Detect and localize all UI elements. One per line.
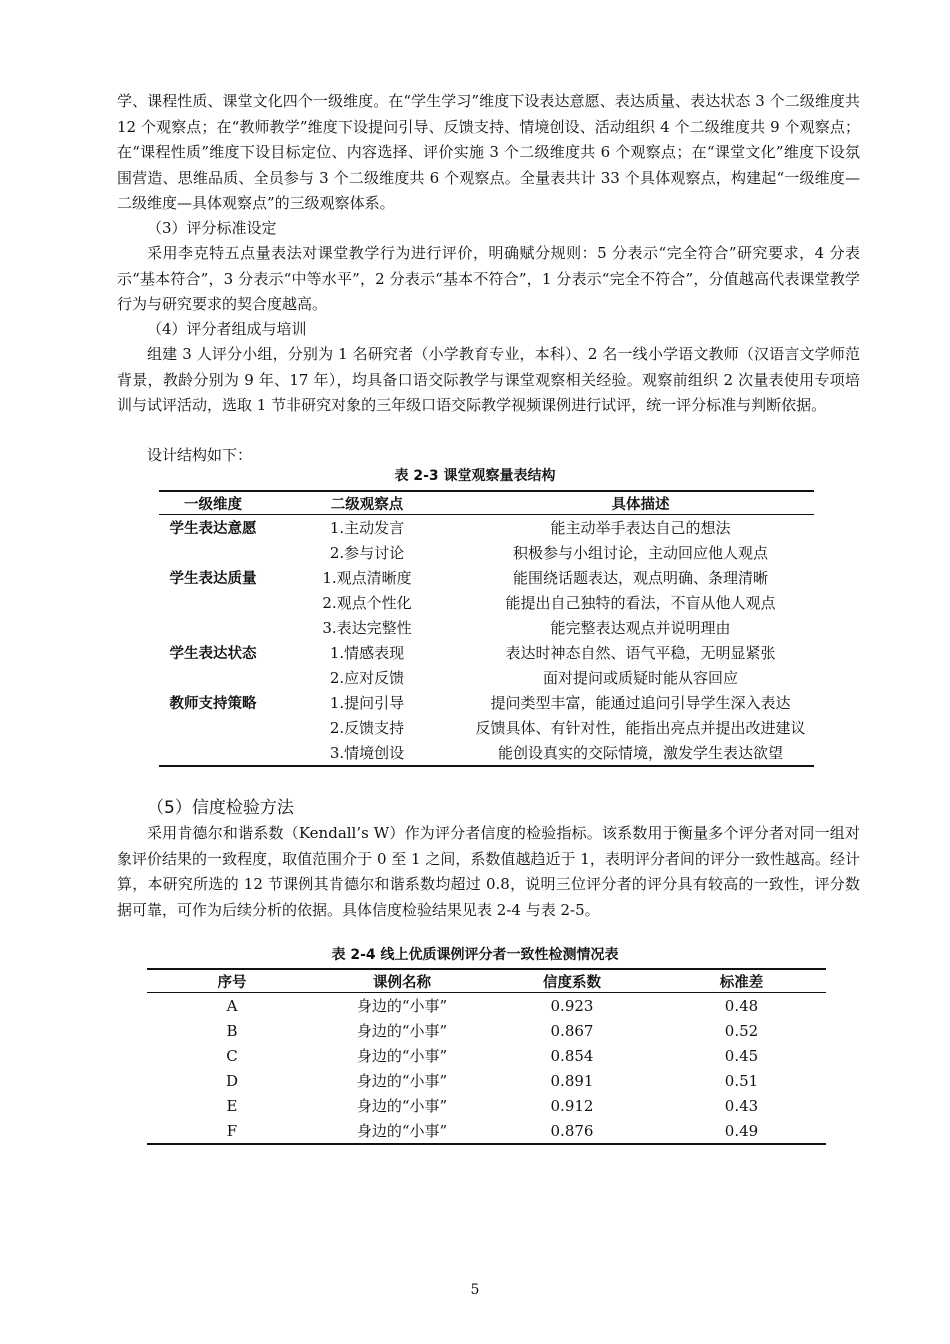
table-row (159, 640, 814, 665)
table-2-3 (159, 490, 814, 767)
table-cell: 身边的“小事” (356, 1122, 448, 1140)
table-row (159, 590, 814, 615)
table-row (159, 540, 814, 565)
table-cell: 学生表达状态 (169, 646, 257, 662)
table-cell: 0.923 (550, 996, 594, 1015)
table-cell (159, 590, 267, 615)
table-2-4 (147, 968, 826, 1145)
body-paragraph-2: 采用李克特五点量表法对课堂教学行为进行评价，明确赋分规则：5 分表示“完全符合”研究要求，4 分表示“基本符合”，3 分表示“中等水平”，2 分表示“基本不符合”，1 分表示“完全不符合”，分值越高代表课堂教学行为与研究要求的契合度越高。 (117, 244, 860, 313)
table-row (147, 993, 826, 1019)
table-cell: 能提出自己独特的看法，不盲从他人观点 (505, 594, 776, 612)
table-2-3-caption: 表 2-3 课堂观察量表结构 (394, 468, 556, 484)
table-row (147, 1093, 826, 1118)
table-cell: 0.876 (550, 1121, 594, 1140)
table-header-cell: 序号 (147, 969, 317, 993)
table-header-cell: 标准差 (657, 969, 826, 993)
table-cell: 0.45 (724, 1046, 759, 1065)
table-cell: 积极参与小组讨论，主动回应他人观点 (512, 544, 768, 562)
table-cell: 教师支持策略 (169, 696, 257, 712)
table-cell: 1.情感表现 (329, 644, 405, 662)
table-cell: 1.观点清晰度 (322, 569, 412, 587)
table-cell: 0.854 (550, 1046, 594, 1065)
table-row (159, 515, 814, 541)
table-cell: 表达时神态自然、语气平稳，无明显紧张 (505, 644, 776, 662)
table-cell: 3.情境创设 (329, 744, 405, 762)
table-row (159, 565, 814, 590)
table-row (159, 740, 814, 766)
body-paragraph-4: 设计结构如下： (147, 446, 253, 464)
section-heading-5: （5）信度检验方法 (147, 798, 294, 818)
table-cell: 能创设真实的交际情境，激发学生表达欲望 (497, 744, 783, 762)
table-cell: 0.912 (550, 1096, 594, 1115)
body-paragraph-1: 学、课程性质、课堂文化四个一级维度。在“学生学习”维度下设表达意愿、表达质量、表达状态 3 个二级维度共 12 个观察点；在“教师教学”维度下设提问引导、反馈支持、情境创设、活动组织 4 个二级维度共 9 个观察点；在“课程性质”维度下设目标定位、内容选择、评价实施 3 个二级维度共 6 个观察点；在“课堂文化”维度下设氛围营造、思维品质、全员参与 3 个二级维度共 6 个观察点。全量表共计 33 个具体观察点，构建起“一级维度—二级维度—具体观察点”的三级观察体系。 (117, 92, 860, 212)
table-cell: 3.表达完整性 (322, 619, 412, 637)
table-cell: 0.867 (550, 1021, 594, 1040)
table-header-cell: 具体描述 (467, 491, 814, 515)
table-cell: 反馈具体、有针对性，能指出亮点并提出改进建议 (475, 719, 806, 737)
section-heading-4: （4）评分者组成与培训 (147, 320, 307, 338)
table-cell (159, 665, 267, 690)
table-header-cell: 信度系数 (487, 969, 657, 993)
body-paragraph-5: 采用肯德尔和谐系数（Kendall’s W）作为评分者信度的检验指标。该系数用于衡量多个评分者对同一组对象评价结果的一致程度，取值范围介于 0 至 1 之间，系数值越趋近于 1，表明评分者间的评分一致性越高。经计算，本研究所选的 12 节课例其肯德尔和谐系数均超过 0.8，说明三位评分者的评分具有较高的一致性，评分数据可靠，可作为后续分析的依据。具体信度检验结果见表 2-4 与表 2-5。 (117, 824, 860, 919)
body-paragraph-3: 组建 3 人评分小组，分别为 1 名研究者（小学教育专业，本科）、2 名一线小学语文教师（汉语言文学师范背景，教龄分别为 9 年、17 年），均具备口语交际教学与课堂观察相关经验。观察前组织 2 次量表使用专项培训与试评活动，选取 1 节非研究对象的三年级口语交际教学视频课例进行试评，统一评分标准与判断依据。 (117, 345, 860, 414)
table-cell: A (226, 996, 238, 1015)
table-cell: C (226, 1046, 238, 1065)
table-cell: 2.观点个性化 (322, 594, 412, 612)
table-cell: 能完整表达观点并说明理由 (550, 619, 731, 637)
table-cell: 身边的“小事” (356, 1072, 448, 1090)
table-row (159, 665, 814, 690)
table-row (159, 715, 814, 740)
table-cell: 学生表达意愿 (169, 521, 257, 537)
table-row (147, 1068, 826, 1093)
table-cell: 0.891 (550, 1071, 594, 1090)
table-cell: 0.52 (724, 1021, 759, 1040)
table-row (147, 1118, 826, 1144)
table-cell: 0.51 (724, 1071, 759, 1090)
table-header-cell: 一级维度 (159, 491, 267, 515)
table-cell: 身边的“小事” (356, 1047, 448, 1065)
table-cell: 能围绕话题表达，观点明确、条理清晰 (512, 569, 768, 587)
table-2-4-caption: 表 2-4 线上优质课例评分者一致性检测情况表 (331, 947, 619, 963)
table-cell: 2.参与讨论 (329, 544, 405, 562)
table-cell: 1.提问引导 (329, 694, 405, 712)
table-cell: 0.49 (724, 1121, 759, 1140)
table-cell (159, 540, 267, 565)
table-cell: D (225, 1071, 239, 1090)
table-cell (159, 740, 267, 766)
table-row (159, 690, 814, 715)
table-header-cell: 课例名称 (317, 969, 487, 993)
table-header-row (159, 491, 814, 515)
table-cell: 2.应对反馈 (329, 669, 405, 687)
table-cell: 面对提问或质疑时能从容回应 (542, 669, 738, 687)
section-heading-3: （3）评分标准设定 (147, 219, 277, 237)
table-cell: 身边的“小事” (356, 1097, 448, 1115)
table-row (159, 615, 814, 640)
table-cell (159, 615, 267, 640)
table-header-cell: 二级观察点 (267, 491, 467, 515)
page-number: 5 (470, 1282, 480, 1298)
table-cell: 提问类型丰富，能通过追问引导学生深入表达 (490, 694, 791, 712)
table-cell (159, 715, 267, 740)
table-cell: 身边的“小事” (356, 997, 448, 1015)
table-cell: 1.主动发言 (329, 519, 405, 537)
table-cell: 0.48 (724, 996, 759, 1015)
table-cell: F (226, 1121, 238, 1140)
table-cell: B (226, 1021, 238, 1040)
table-cell: E (226, 1096, 238, 1115)
table-cell: 2.反馈支持 (329, 719, 405, 737)
table-cell: 能主动举手表达自己的想法 (550, 519, 731, 537)
table-cell: 学生表达质量 (169, 571, 257, 587)
table-row (147, 1043, 826, 1068)
table-cell: 身边的“小事” (356, 1022, 448, 1040)
table-header-row (147, 969, 826, 993)
table-row (147, 1018, 826, 1043)
table-cell: 0.43 (724, 1096, 759, 1115)
